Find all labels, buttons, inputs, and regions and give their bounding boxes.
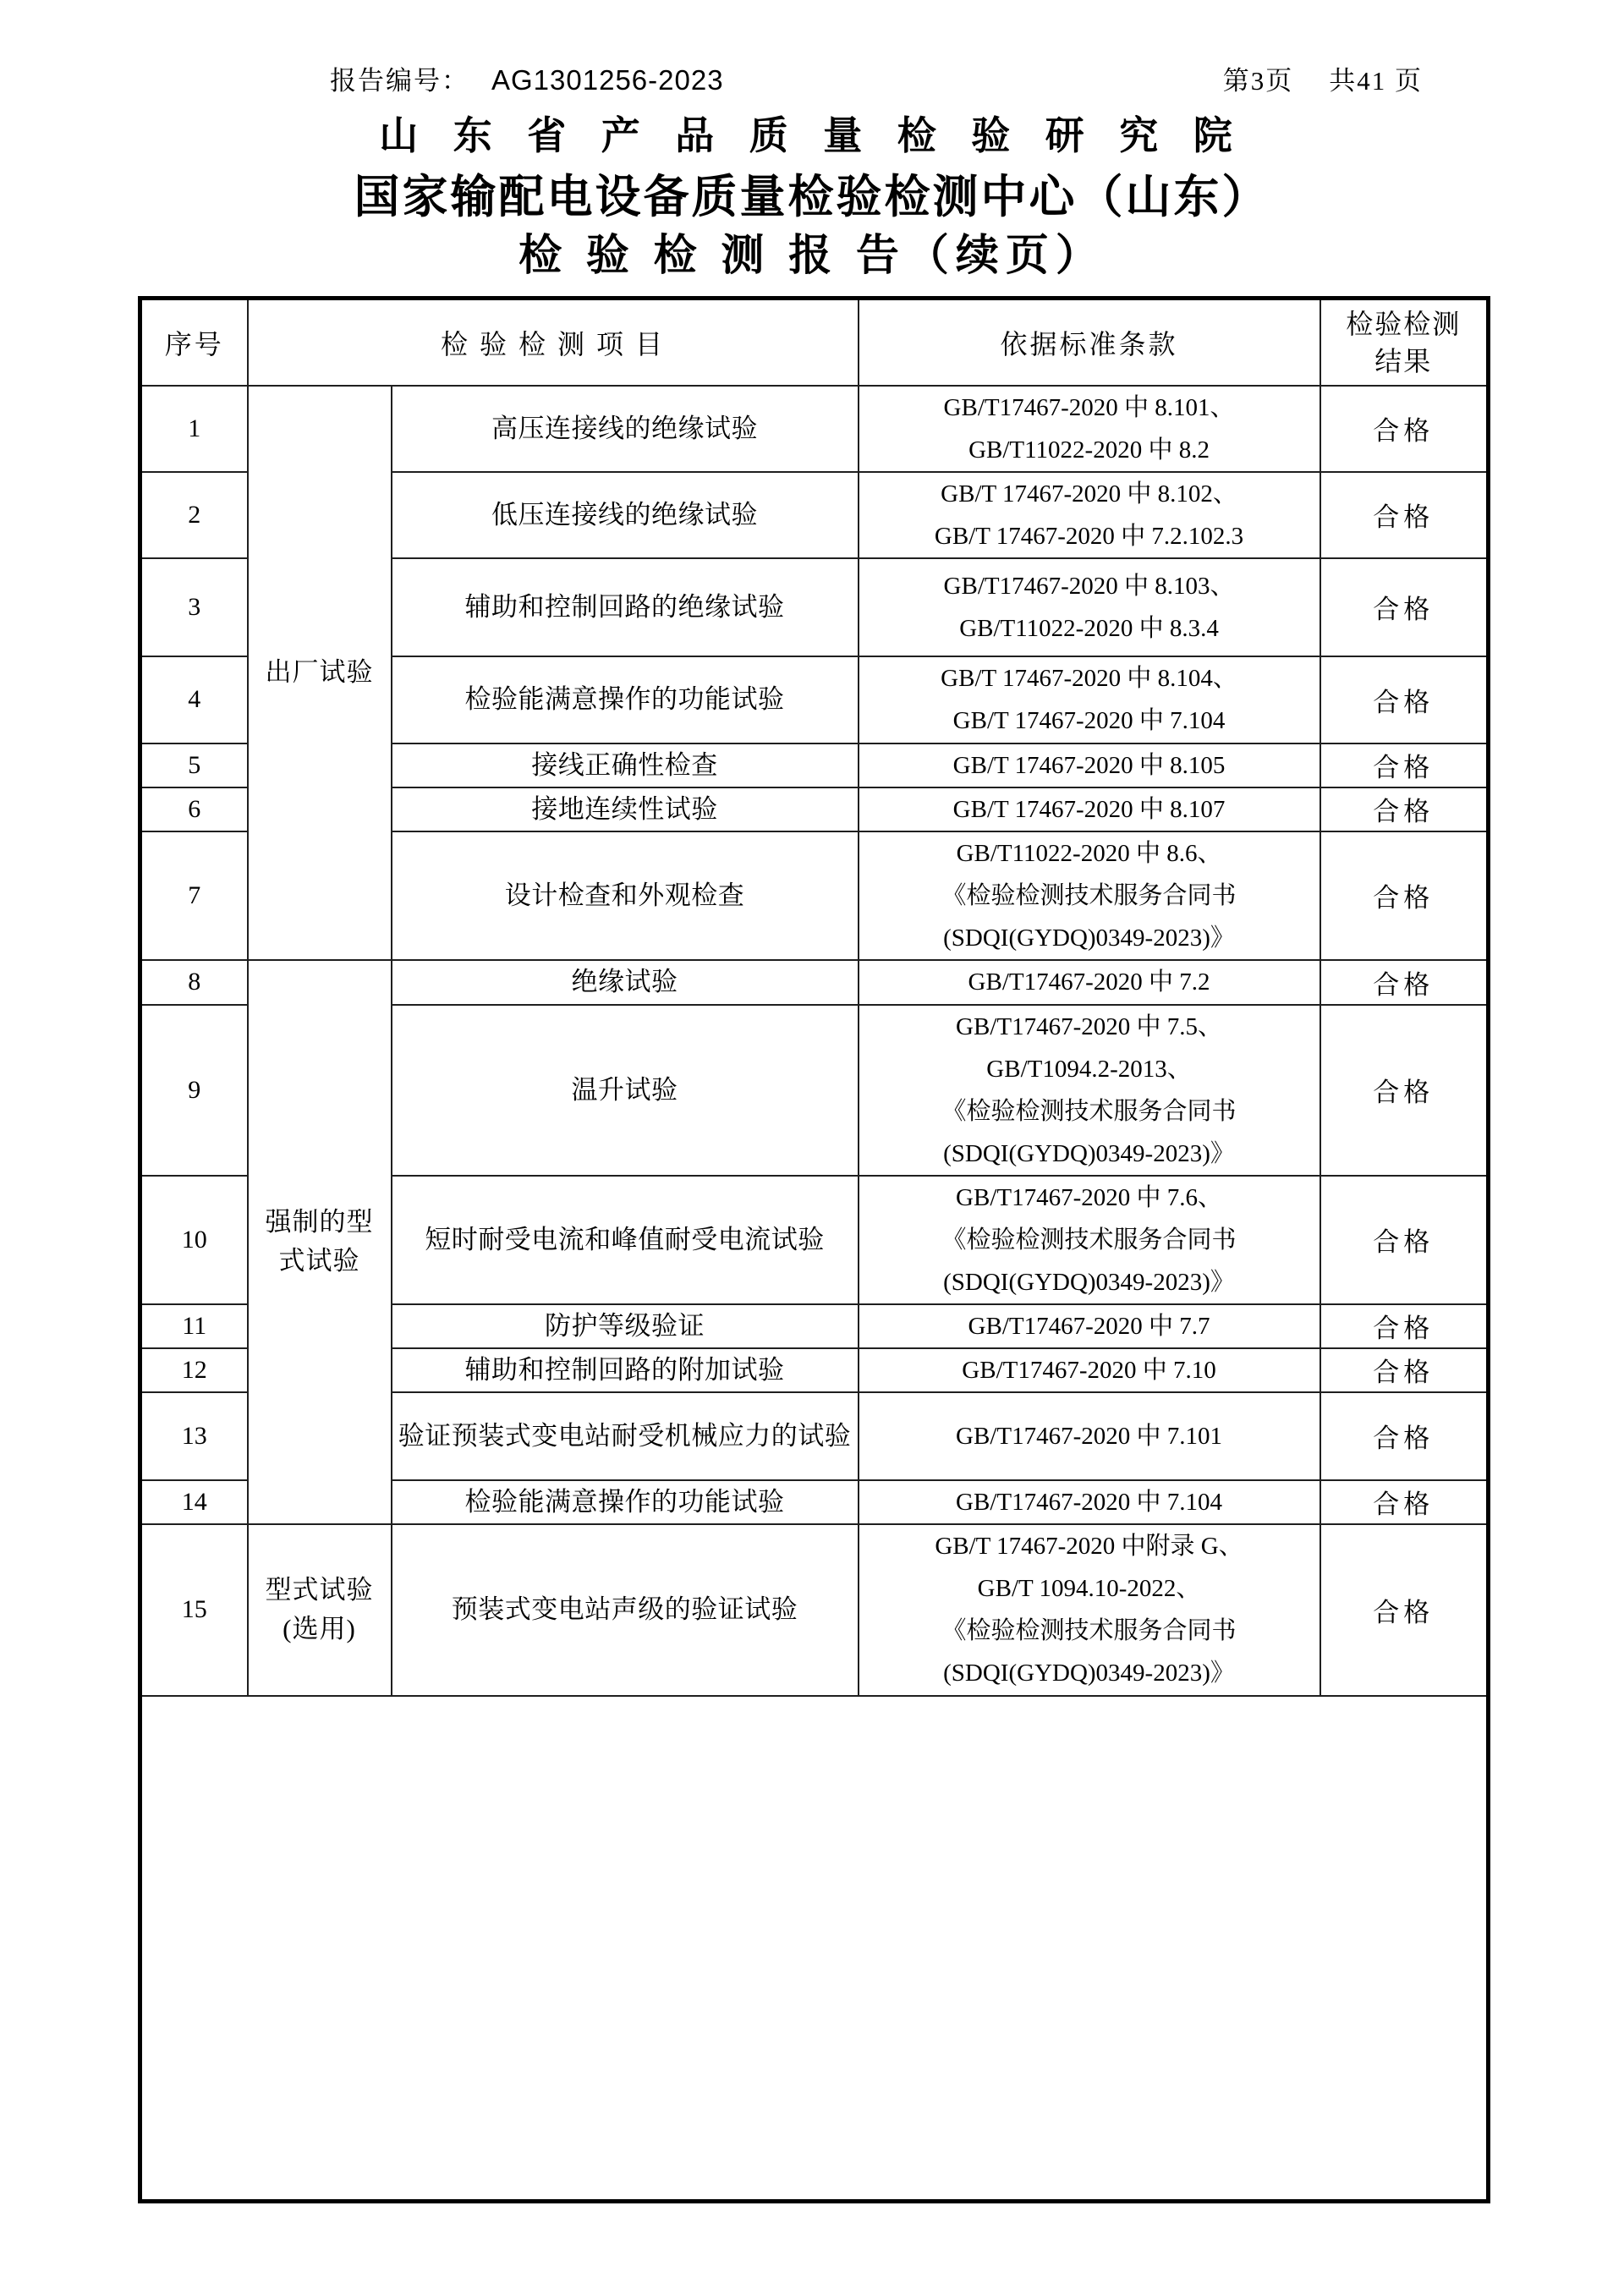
table-header-row <box>140 299 1489 386</box>
standard-line: GB/T17467-2020 中 8.101、 <box>943 393 1235 421</box>
standard-cell <box>859 1005 1320 1176</box>
standard-line: GB/T1094.2-2013、 <box>986 1055 1192 1083</box>
standard-cell <box>859 656 1320 743</box>
group-label-line: (选用) <box>283 1614 356 1643</box>
item-cell: 检验能满意操作的功能试验 <box>392 656 859 743</box>
item-cell: 检验能满意操作的功能试验 <box>392 1480 859 1524</box>
standard-cell <box>859 1348 1320 1392</box>
serial-cell: 15 <box>140 1524 248 1696</box>
col-header-result <box>1320 299 1489 386</box>
doc-header <box>330 59 1423 97</box>
standard-cell <box>859 1304 1320 1348</box>
standard-cell <box>859 1524 1320 1696</box>
serial-cell: 1 <box>140 386 248 472</box>
item-cell: 辅助和控制回路的绝缘试验 <box>392 558 859 656</box>
standard-cell <box>859 831 1320 960</box>
standard-cell <box>859 386 1320 472</box>
standard-line: GB/T 17467-2020 中 8.107 <box>952 795 1226 823</box>
serial-cell: 10 <box>140 1176 248 1304</box>
serial-cell: 4 <box>140 656 248 743</box>
standard-line: GB/T17467-2020 中 7.101 <box>956 1422 1222 1450</box>
title-institute: 山 东 省 产 品 质 量 检 验 研 究 院 <box>379 114 1245 157</box>
item-cell: 短时耐受电流和峰值耐受电流试验 <box>392 1176 859 1304</box>
report-number <box>330 59 724 97</box>
group-label-line: 强制的型 <box>265 1207 374 1237</box>
standard-cell <box>859 960 1320 1005</box>
title-report: 检 验 检 测 报 告（续页） <box>518 233 1106 280</box>
standard-cell <box>859 743 1320 787</box>
col-header-item: 检 验 检 测 项 目 <box>248 299 859 386</box>
result-cell: 合格 <box>1320 1524 1489 1696</box>
item-cell: 预装式变电站声级的验证试验 <box>392 1524 859 1696</box>
result-cell: 合格 <box>1320 1480 1489 1524</box>
standard-line: GB/T 17467-2020 中附录 G、 <box>935 1533 1243 1560</box>
serial-cell: 3 <box>140 558 248 656</box>
standard-line: (SDQI(GYDQ)0349-2023)》 <box>943 1139 1235 1167</box>
serial-cell: 12 <box>140 1348 248 1392</box>
standard-line: GB/T 17467-2020 中 7.104 <box>952 707 1226 734</box>
standard-line: GB/T 17467-2020 中 7.2.102.3 <box>934 522 1244 550</box>
report-number-label: 报告编号： <box>330 66 469 96</box>
standard-cell <box>859 472 1320 558</box>
result-cell: 合格 <box>1320 386 1489 472</box>
standard-line: GB/T11022-2020 中 8.2 <box>968 436 1210 464</box>
standard-line: GB/T17467-2020 中 7.5、 <box>956 1012 1222 1040</box>
group-cell-mandatory-type-tests <box>248 960 392 1524</box>
group-cell-factory-tests <box>248 386 392 960</box>
serial-cell: 7 <box>140 831 248 960</box>
test-report-table <box>138 296 1490 2203</box>
result-cell: 合格 <box>1320 1005 1489 1176</box>
serial-cell: 14 <box>140 1480 248 1524</box>
item-cell: 设计检查和外观检查 <box>392 831 859 960</box>
result-cell: 合格 <box>1320 743 1489 787</box>
page-total: 共41 页 <box>1329 66 1423 96</box>
item-cell: 验证预装式变电站耐受机械应力的试验 <box>392 1392 859 1480</box>
table-row <box>140 386 1489 472</box>
standard-line: (SDQI(GYDQ)0349-2023)》 <box>943 1660 1235 1687</box>
standard-line: GB/T 17467-2020 中 8.105 <box>952 751 1226 779</box>
standard-line: GB/T17467-2020 中 7.6、 <box>956 1183 1222 1211</box>
title-block <box>0 114 1624 280</box>
result-cell: 合格 <box>1320 831 1489 960</box>
page-indicator <box>1223 59 1423 97</box>
serial-cell: 2 <box>140 472 248 558</box>
result-cell: 合格 <box>1320 1348 1489 1392</box>
group-cell-optional-type-tests <box>248 1524 392 1696</box>
col-header-serial: 序号 <box>140 299 248 386</box>
result-cell: 合格 <box>1320 960 1489 1005</box>
standard-line: GB/T17467-2020 中 8.103、 <box>943 572 1235 600</box>
standard-line: GB/T 1094.10-2022、 <box>977 1575 1201 1602</box>
table-row <box>140 1524 1489 1696</box>
page-current: 第3页 <box>1222 66 1294 96</box>
standard-line: 《检验检测技术服务合同书 <box>941 881 1237 909</box>
standard-line: 《检验检测技术服务合同书 <box>941 1617 1237 1644</box>
item-cell: 绝缘试验 <box>392 960 859 1005</box>
result-cell: 合格 <box>1320 558 1489 656</box>
standard-line: GB/T17467-2020 中 7.10 <box>962 1356 1216 1384</box>
result-cell: 合格 <box>1320 1304 1489 1348</box>
standard-line: GB/T11022-2020 中 8.6、 <box>956 839 1222 867</box>
group-label-line: 型式试验 <box>265 1575 374 1605</box>
col-header-standard: 依据标准条款 <box>859 299 1320 386</box>
item-cell: 温升试验 <box>392 1005 859 1176</box>
standard-cell <box>859 1480 1320 1524</box>
standard-line: GB/T17467-2020 中 7.7 <box>968 1312 1210 1340</box>
standard-line: GB/T17467-2020 中 7.2 <box>968 968 1210 996</box>
result-cell: 合格 <box>1320 1392 1489 1480</box>
item-cell: 高压连接线的绝缘试验 <box>392 386 859 472</box>
standard-line: GB/T 17467-2020 中 8.104、 <box>941 665 1237 692</box>
table-row <box>140 960 1489 1005</box>
serial-cell: 11 <box>140 1304 248 1348</box>
serial-cell: 5 <box>140 743 248 787</box>
result-cell: 合格 <box>1320 787 1489 831</box>
item-cell: 防护等级验证 <box>392 1304 859 1348</box>
standard-line: GB/T11022-2020 中 8.3.4 <box>959 614 1219 642</box>
group-label-line: 式试验 <box>278 1246 360 1276</box>
table-empty-row <box>140 1696 1489 2202</box>
result-cell: 合格 <box>1320 1176 1489 1304</box>
result-cell: 合格 <box>1320 656 1489 743</box>
standard-line: GB/T 17467-2020 中 8.102、 <box>941 480 1237 508</box>
serial-cell: 8 <box>140 960 248 1005</box>
standard-cell <box>859 1392 1320 1480</box>
standard-line: GB/T17467-2020 中 7.104 <box>956 1488 1222 1516</box>
standard-line: 《检验检测技术服务合同书 <box>941 1097 1237 1125</box>
report-number-value: AG1301256-2023 <box>491 64 724 96</box>
standard-line: 《检验检测技术服务合同书 <box>941 1226 1237 1254</box>
standard-line: (SDQI(GYDQ)0349-2023)》 <box>943 924 1235 952</box>
standard-cell <box>859 787 1320 831</box>
item-cell: 接线正确性检查 <box>392 743 859 787</box>
empty-region <box>140 1696 1489 2202</box>
standard-line: (SDQI(GYDQ)0349-2023)》 <box>943 1268 1235 1296</box>
result-cell: 合格 <box>1320 472 1489 558</box>
item-cell: 低压连接线的绝缘试验 <box>392 472 859 558</box>
serial-cell: 13 <box>140 1392 248 1480</box>
title-center: 国家输配电设备质量检验检测中心（山东） <box>354 172 1270 222</box>
item-cell: 辅助和控制回路的附加试验 <box>392 1348 859 1392</box>
col-header-result-line: 检验检测 <box>1346 308 1462 339</box>
serial-cell: 6 <box>140 787 248 831</box>
col-header-result-line: 结果 <box>1374 345 1433 376</box>
standard-cell <box>859 1176 1320 1304</box>
standard-cell <box>859 558 1320 656</box>
group-label-line: 出厂试验 <box>265 657 374 687</box>
serial-cell: 9 <box>140 1005 248 1176</box>
item-cell: 接地连续性试验 <box>392 787 859 831</box>
